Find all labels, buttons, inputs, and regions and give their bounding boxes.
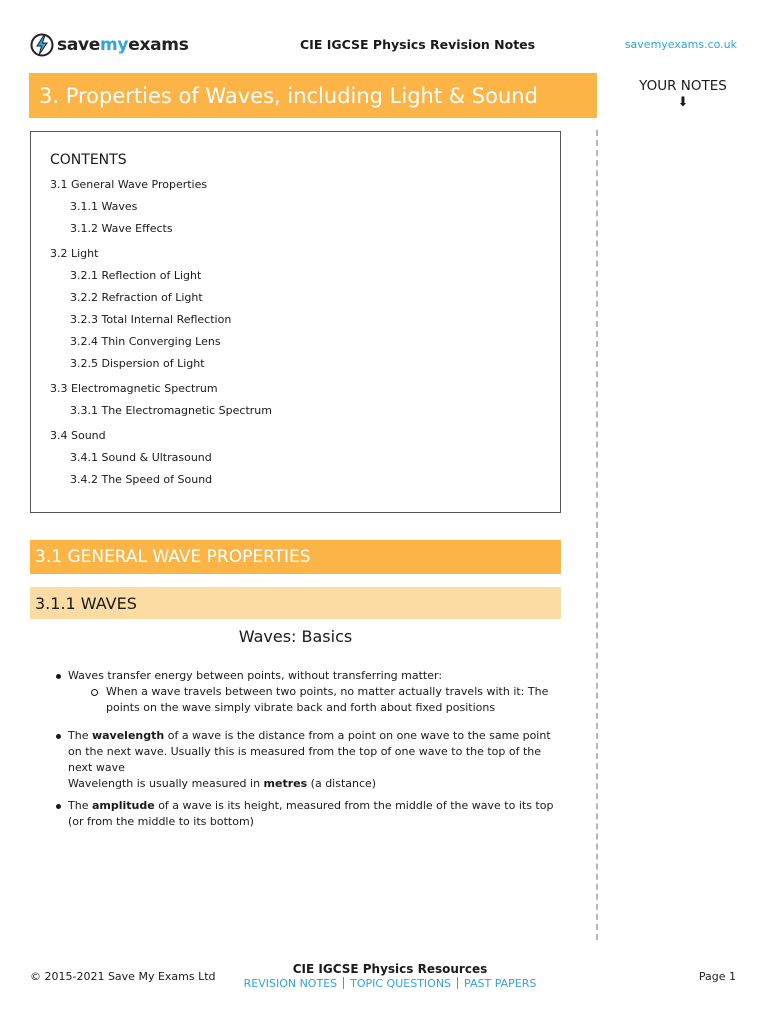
chapter-banner bbox=[29, 73, 597, 118]
toc-section bbox=[50, 428, 560, 491]
document-title: CIE IGCSE Physics Revision Notes bbox=[300, 37, 536, 52]
page-number: Page 1 bbox=[698, 970, 736, 983]
lightning-bolt-icon bbox=[30, 33, 54, 57]
past-papers-link[interactable]: PAST PAPERS bbox=[464, 977, 537, 990]
sub-list-item: When a wave travels between two points, no matter actually travels with it: The points on the wave simply vibrate back and forth about fixed positions bbox=[50, 684, 564, 716]
footer-resources bbox=[200, 962, 580, 990]
chapter-title: 3. Properties of Waves, including Light & Sound bbox=[39, 83, 538, 108]
toc-link[interactable]: 3.4 Sound bbox=[50, 429, 106, 442]
toc-section bbox=[50, 246, 560, 375]
term-wavelength: wavelength bbox=[91, 729, 165, 742]
footer-links bbox=[200, 977, 580, 990]
arrow-down-icon: ⬇ bbox=[677, 95, 689, 110]
contents-box bbox=[30, 131, 561, 513]
topic-title: Waves: Basics bbox=[238, 627, 353, 646]
toc-link[interactable]: 3.3 Electromagnetic Spectrum bbox=[50, 382, 218, 395]
toc-link[interactable]: 3.2 Light bbox=[50, 247, 99, 260]
logo-wordmark: savemyexams bbox=[57, 35, 189, 55]
notes-body bbox=[50, 668, 564, 830]
toc-link[interactable]: 3.1 General Wave Properties bbox=[50, 178, 208, 191]
toc-link[interactable]: 3.2.3 Total Internal Reflection bbox=[70, 313, 232, 326]
toc-link[interactable]: 3.2.1 Reflection of Light bbox=[70, 269, 202, 282]
your-notes-text: YOUR NOTES bbox=[639, 78, 727, 94]
toc-link[interactable]: 3.3.1 The Electromagnetic Spectrum bbox=[70, 404, 272, 417]
save-my-exams-logo[interactable] bbox=[30, 30, 189, 60]
section-title: 3.1 GENERAL WAVE PROPERTIES bbox=[35, 547, 311, 567]
revision-notes-link[interactable]: REVISION NOTES bbox=[243, 977, 338, 990]
toc-section bbox=[50, 381, 560, 422]
list-item: The amplitude of a wave is its height, measured from the middle of the wave to its top (or from the middle to its bottom) bbox=[50, 798, 564, 830]
contents-heading: CONTENTS bbox=[50, 152, 127, 168]
toc-link[interactable]: 3.4.1 Sound & Ultrasound bbox=[70, 451, 212, 464]
resources-title: CIE IGCSE Physics Resources bbox=[292, 962, 488, 976]
toc-link[interactable]: 3.4.2 The Speed of Sound bbox=[70, 473, 213, 486]
term-amplitude: amplitude bbox=[91, 799, 155, 812]
list-item: Waves transfer energy between points, without transferring matter: bbox=[50, 668, 564, 684]
site-link[interactable]: savemyexams.co.uk bbox=[624, 38, 737, 51]
notes-divider bbox=[596, 130, 598, 940]
toc-link[interactable]: 3.2.4 Thin Converging Lens bbox=[70, 335, 221, 348]
topic-questions-link[interactable]: TOPIC QUESTIONS bbox=[350, 977, 452, 990]
list-item: The wavelength of a wave is the distance from a point on one wave to the same point on the next wave. Usually this is measured from the top of one wave to the top of the next wave Wavelength is usually measured in metres (a distance) bbox=[50, 728, 564, 792]
toc-section bbox=[50, 177, 560, 240]
toc-link[interactable]: 3.2.2 Refraction of Light bbox=[70, 291, 203, 304]
subsection-banner bbox=[30, 587, 561, 619]
subsection-title: 3.1.1 WAVES bbox=[35, 593, 137, 613]
section-banner bbox=[30, 540, 561, 574]
copyright: © 2015-2021 Save My Exams Ltd bbox=[30, 970, 216, 983]
your-notes-label bbox=[612, 78, 754, 109]
term-metres: metres bbox=[263, 777, 308, 790]
toc-link[interactable]: 3.1.1 Waves bbox=[70, 200, 138, 213]
toc-link[interactable]: 3.1.2 Wave Effects bbox=[70, 222, 173, 235]
toc-link[interactable]: 3.2.5 Dispersion of Light bbox=[70, 357, 205, 370]
